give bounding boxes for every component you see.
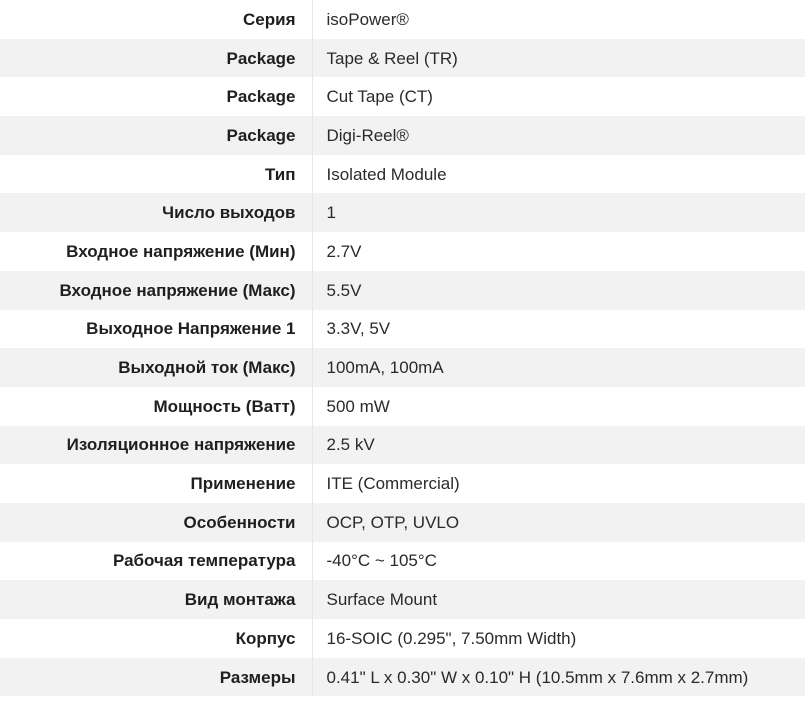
spec-row-package-ct: [0, 77, 805, 116]
spec-value: 0.41" L x 0.30" W x 0.10" H (10.5mm x 7.6mm x 2.7mm): [312, 658, 805, 697]
spec-value: OCP, OTP, UVLO: [312, 503, 805, 542]
spec-row-input-voltage-min: [0, 232, 805, 271]
spec-row-dimensions: [0, 658, 805, 697]
spec-label: Тип: [0, 155, 312, 194]
spec-label: Число выходов: [0, 193, 312, 232]
spec-row-output-voltage: [0, 310, 805, 349]
spec-label: Размеры: [0, 658, 312, 697]
spec-row-power: [0, 387, 805, 426]
spec-row-mounting-type: [0, 580, 805, 619]
spec-value: 2.7V: [312, 232, 805, 271]
spec-row-operating-temperature: [0, 542, 805, 581]
spec-row-package-case: [0, 619, 805, 658]
spec-value: -40°C ~ 105°C: [312, 542, 805, 581]
spec-value: Surface Mount: [312, 580, 805, 619]
spec-row-series: [0, 0, 805, 39]
spec-row-application: [0, 464, 805, 503]
spec-label: Входное напряжение (Мин): [0, 232, 312, 271]
spec-value: ITE (Commercial): [312, 464, 805, 503]
spec-label: Вид монтажа: [0, 580, 312, 619]
spec-value: Isolated Module: [312, 155, 805, 194]
spec-label: Особенности: [0, 503, 312, 542]
spec-value: 3.3V, 5V: [312, 310, 805, 349]
spec-label: Package: [0, 77, 312, 116]
spec-value: 500 mW: [312, 387, 805, 426]
spec-value: 2.5 kV: [312, 426, 805, 465]
spec-label: Входное напряжение (Макс): [0, 271, 312, 310]
spec-row-type: [0, 155, 805, 194]
spec-value: Cut Tape (CT): [312, 77, 805, 116]
spec-value: 1: [312, 193, 805, 232]
spec-value: 16-SOIC (0.295", 7.50mm Width): [312, 619, 805, 658]
spec-row-features: [0, 503, 805, 542]
spec-row-outputs: [0, 193, 805, 232]
spec-label: Изоляционное напряжение: [0, 426, 312, 465]
spec-row-isolation-voltage: [0, 426, 805, 465]
spec-label: Мощность (Ватт): [0, 387, 312, 426]
spec-row-input-voltage-max: [0, 271, 805, 310]
spec-label: Package: [0, 116, 312, 155]
spec-label: Рабочая температура: [0, 542, 312, 581]
spec-label: Применение: [0, 464, 312, 503]
spec-value: 5.5V: [312, 271, 805, 310]
spec-label: Корпус: [0, 619, 312, 658]
spec-label: Выходное Напряжение 1: [0, 310, 312, 349]
spec-label: Package: [0, 39, 312, 78]
spec-label: Серия: [0, 0, 312, 39]
spec-value: Digi-Reel®: [312, 116, 805, 155]
spec-value: 100mA, 100mA: [312, 348, 805, 387]
spec-value: Tape & Reel (TR): [312, 39, 805, 78]
spec-row-package-digireel: [0, 116, 805, 155]
spec-value: isoPower®: [312, 0, 805, 39]
spec-row-output-current-max: [0, 348, 805, 387]
spec-label: Выходной ток (Макс): [0, 348, 312, 387]
spec-row-package-tr: [0, 39, 805, 78]
